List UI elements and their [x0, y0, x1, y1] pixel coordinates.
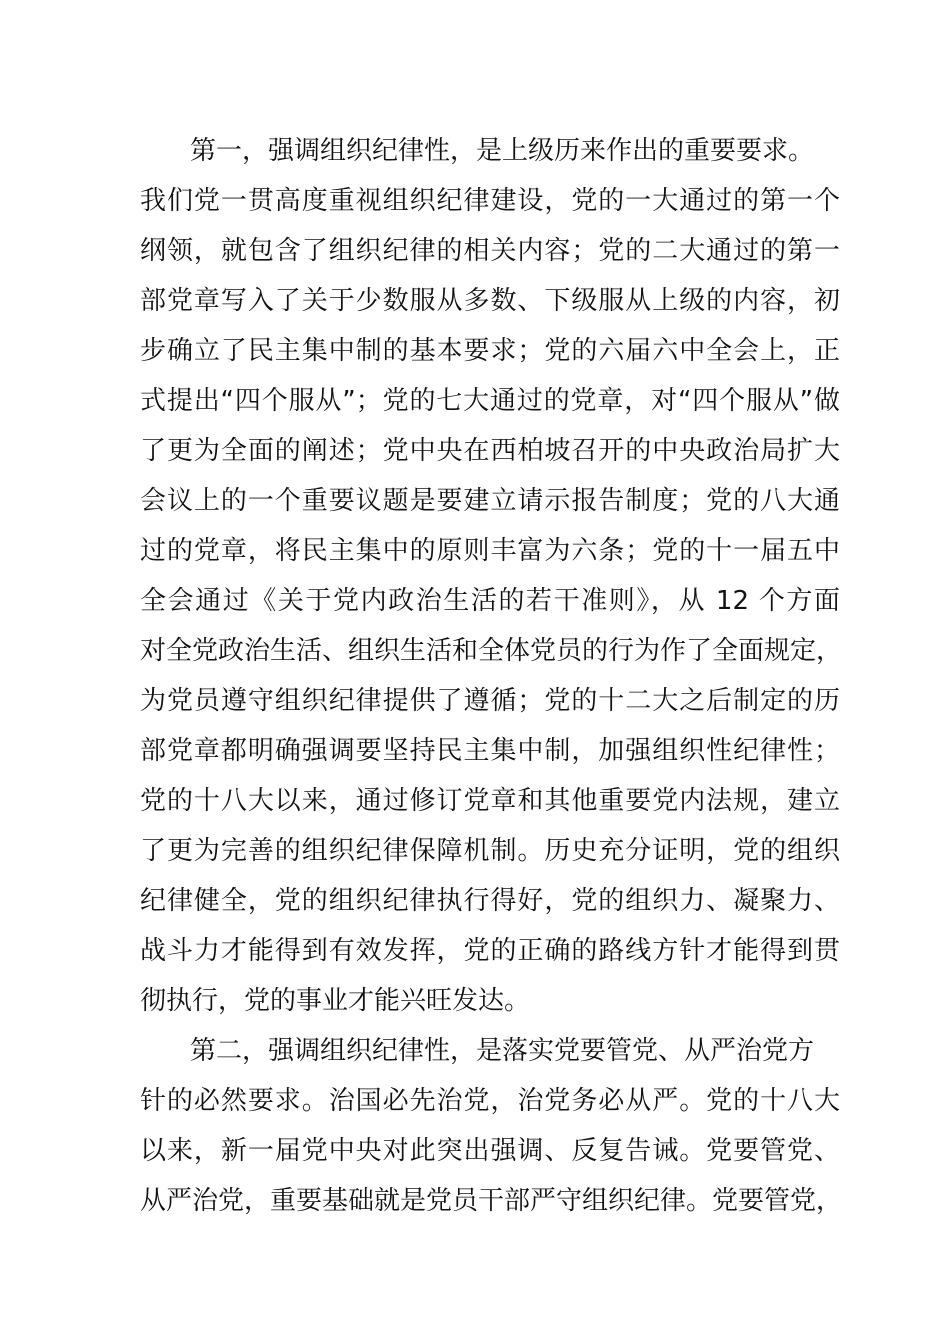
- paragraph-1-line-17: 战斗力才能得到有效发挥，党的正确的路线方针才能得到贯: [140, 936, 840, 966]
- paragraph-1-line-2: 我们党一贯高度重视组织纪律建设，党的一大通过的第一个: [140, 186, 840, 216]
- paragraph-1-line-11: 对全党政治生活、组织生活和全体党员的行为作了全面规定，: [140, 636, 843, 666]
- paragraph-1-line-4: 部党章写入了关于少数服从多数、下级服从上级的内容，初: [140, 286, 840, 316]
- paragraph-1-line-8: 会议上的一个重要议题是要建立请示报告制度；党的八大通: [140, 486, 840, 516]
- paragraph-1-line-3: 纲领，就包含了组织纪律的相关内容；党的二大通过的第一: [140, 236, 840, 266]
- paragraph-2-line-2: 针的必然要求。治国必先治党，治党务必从严。党的十八大: [140, 1086, 840, 1116]
- paragraph-1-line-12: 为党员遵守组织纪律提供了遵循；党的十二大之后制定的历: [140, 686, 840, 716]
- paragraph-1-line-1: 第一，强调组织纪律性，是上级历来作出的重要要求。: [190, 136, 815, 166]
- paragraph-1-line-13: 部党章都明确强调要坚持民主集中制，加强组织性纪律性；: [140, 736, 840, 766]
- paragraph-1-line-6: 式提出“四个服从”；党的七大通过的党章，对“四个服从”做: [140, 386, 840, 416]
- paragraph-1-line-16: 纪律健全，党的组织纪律执行得好，党的组织力、凝聚力、: [140, 886, 840, 916]
- paragraph-1-line-18: 彻执行，党的事业才能兴旺发达。: [140, 986, 531, 1016]
- paragraph-2-line-4: 从严治党，重要基础就是党员干部严守组织纪律。党要管党，: [140, 1186, 843, 1216]
- paragraph-1-line-10: 全会通过《关于党内政治生活的若干准则》，从 12 个方面: [140, 586, 840, 616]
- paragraph-1-line-9: 过的党章，将民主集中的原则丰富为六条；党的十一届五中: [140, 536, 840, 566]
- paragraph-2-line-1: 第二，强调组织纪律性，是落实党要管党、从严治党方: [190, 1036, 815, 1066]
- paragraph-1-line-7: 了更为全面的阐述；党中央在西柏坡召开的中央政治局扩大: [140, 436, 840, 466]
- paragraph-1-line-15: 了更为完善的组织纪律保障机制。历史充分证明，党的组织: [140, 836, 840, 866]
- paragraph-2-line-3: 以来，新一届党中央对此突出强调、反复告诫。党要管党、: [140, 1136, 840, 1166]
- paragraph-1-line-14: 党的十八大以来，通过修订党章和其他重要党内法规，建立: [140, 786, 840, 816]
- paragraph-1-line-5: 步确立了民主集中制的基本要求；党的六届六中全会上，正: [140, 336, 840, 366]
